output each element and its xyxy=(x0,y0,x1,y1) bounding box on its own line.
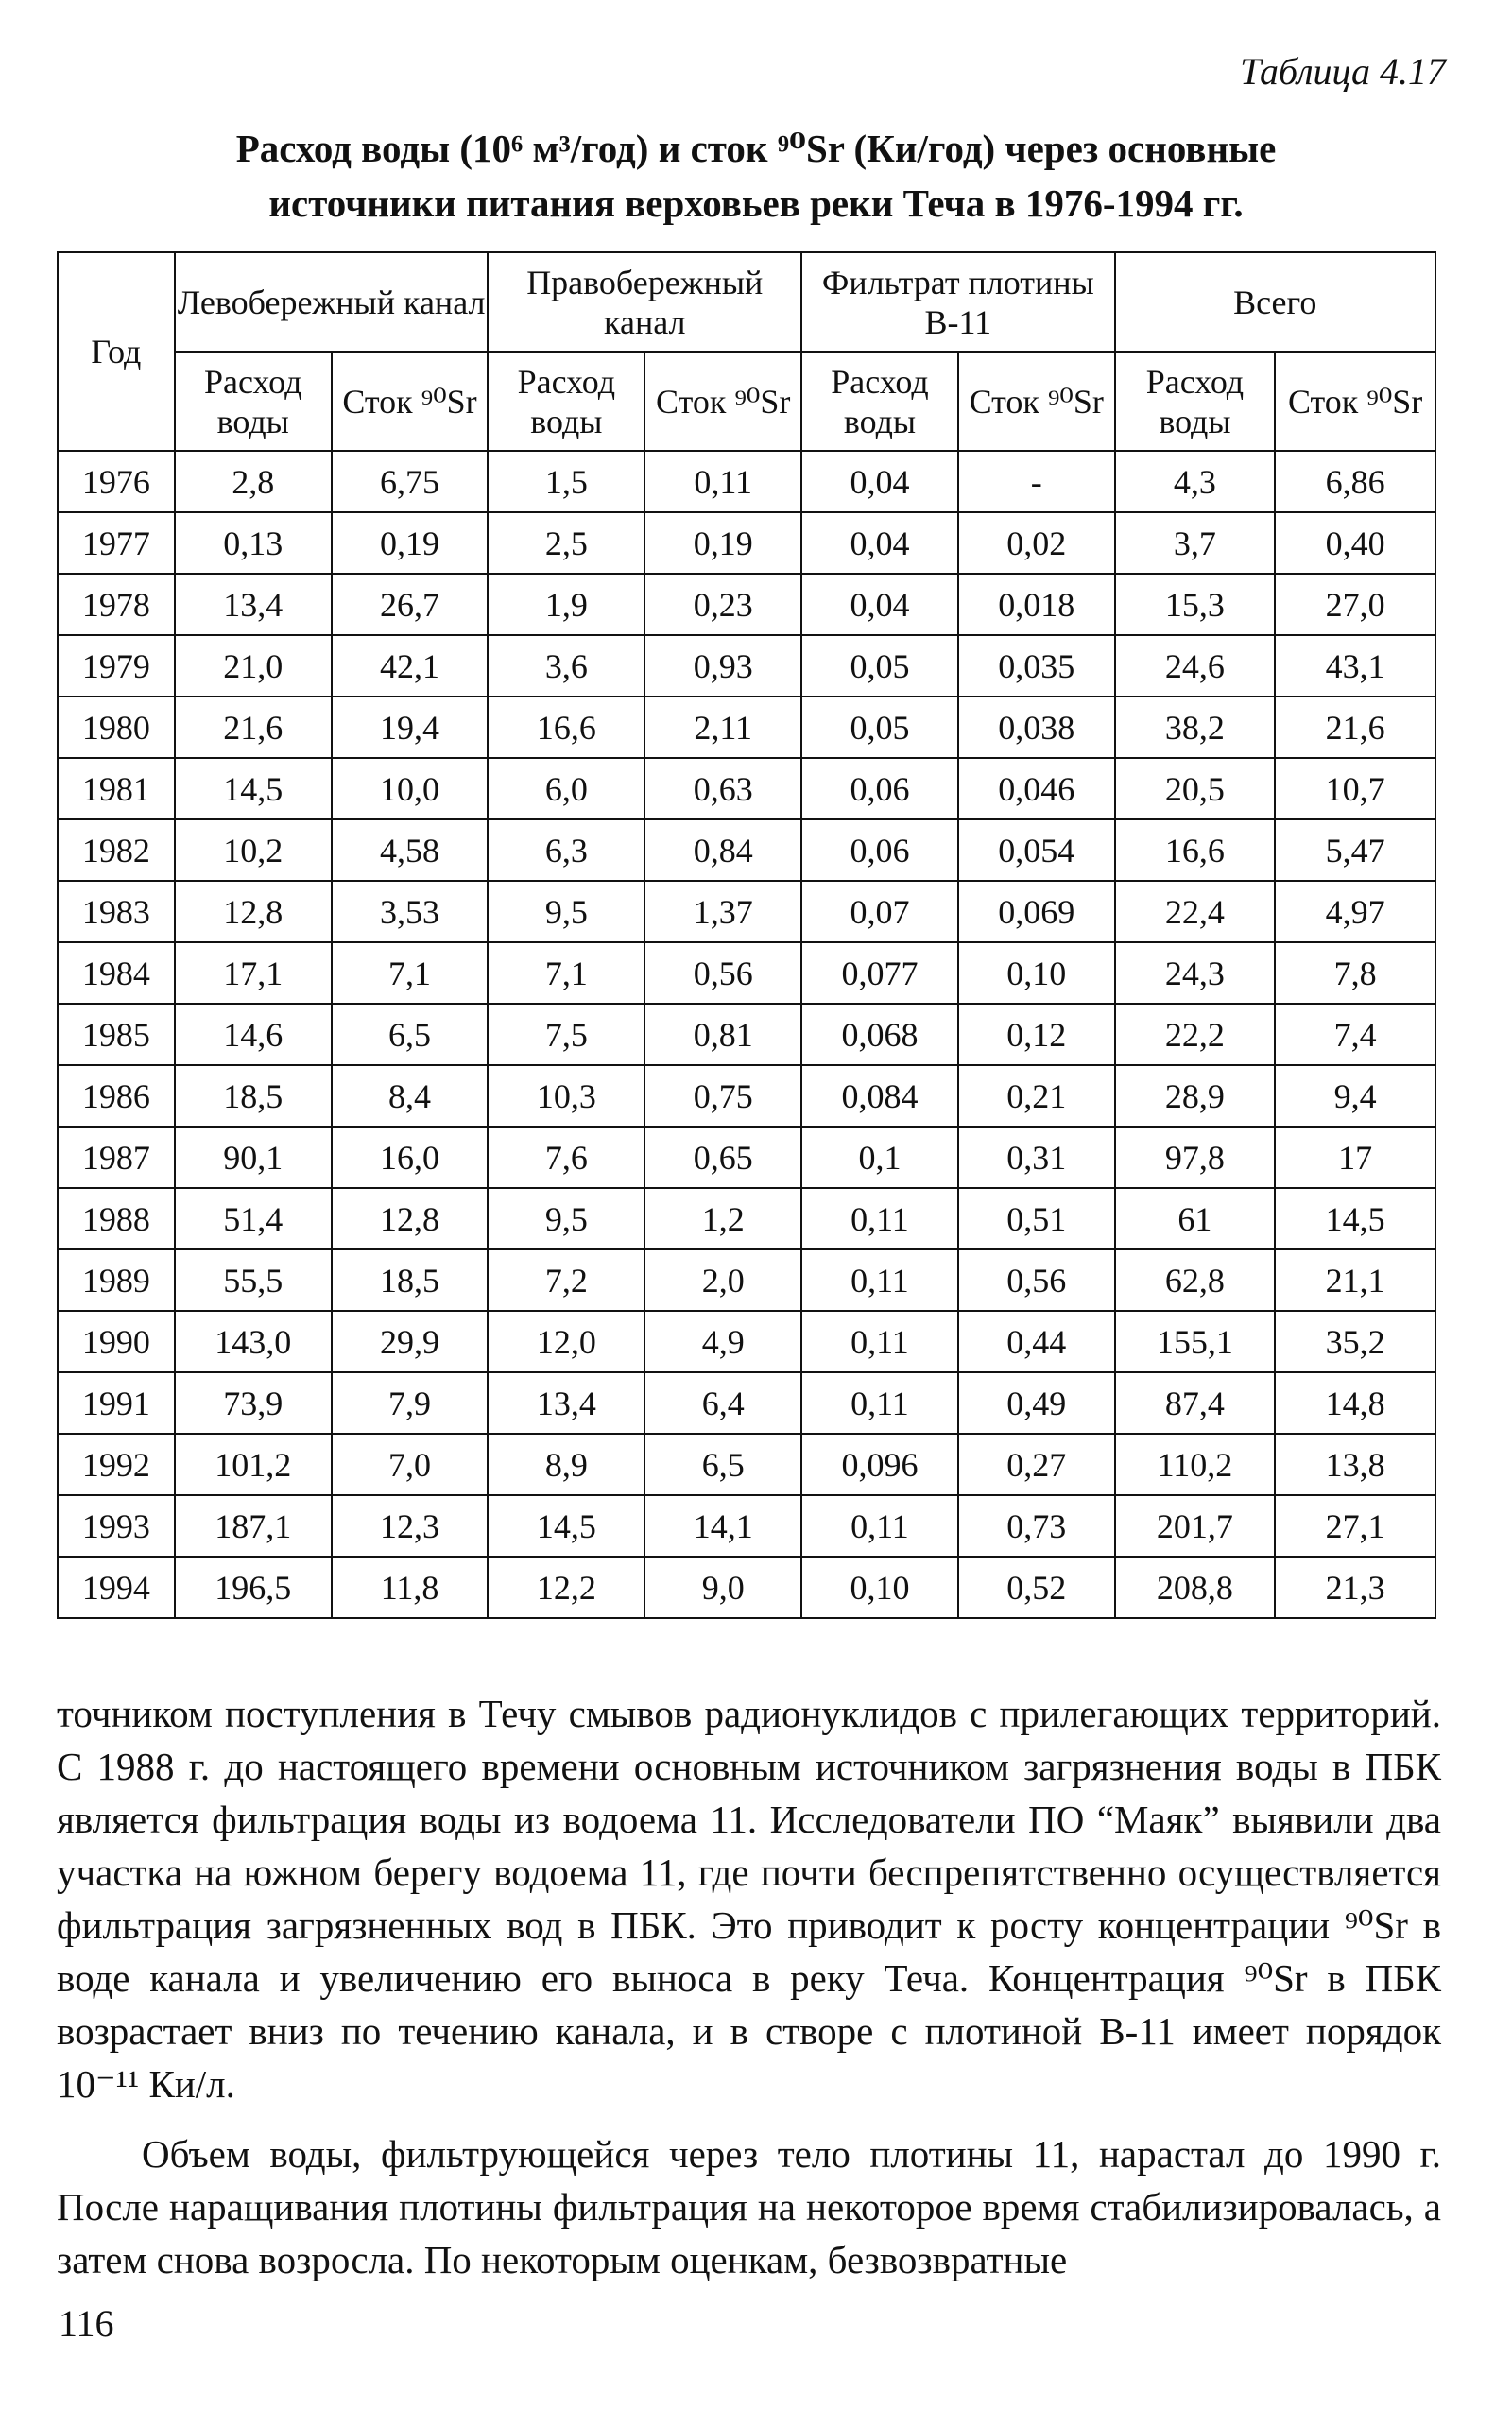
value-cell: 14,5 xyxy=(175,758,332,819)
value-cell: 27,1 xyxy=(1275,1495,1435,1557)
table-row xyxy=(58,635,1435,697)
value-cell: 8,9 xyxy=(488,1434,644,1495)
value-cell: 6,4 xyxy=(644,1372,801,1434)
value-cell: 0,084 xyxy=(801,1065,958,1127)
header-total: Всего xyxy=(1115,252,1435,352)
value-cell: 11,8 xyxy=(332,1557,489,1618)
page-number: 116 xyxy=(59,2302,114,2345)
year-cell: 1982 xyxy=(58,819,175,881)
title-line-1: Расход воды (10⁶ м³/год) и сток ⁹⁰Sr (Ки/год) через основные xyxy=(235,127,1277,170)
value-cell: 21,1 xyxy=(1275,1249,1435,1311)
value-cell: 14,6 xyxy=(175,1004,332,1065)
subheader-flow: Расход воды xyxy=(175,352,332,451)
value-cell: 6,0 xyxy=(488,758,644,819)
value-cell: 24,6 xyxy=(1115,635,1276,697)
value-cell: 9,4 xyxy=(1275,1065,1435,1127)
year-cell: 1989 xyxy=(58,1249,175,1311)
value-cell: 0,04 xyxy=(801,574,958,635)
subheader-flow: Расход воды xyxy=(801,352,958,451)
value-cell: 0,11 xyxy=(801,1188,958,1249)
value-cell: 61 xyxy=(1115,1188,1276,1249)
value-cell: 0,31 xyxy=(958,1127,1115,1188)
value-cell: 1,37 xyxy=(644,881,801,942)
value-cell: 7,0 xyxy=(332,1434,489,1495)
value-cell: 7,5 xyxy=(488,1004,644,1065)
subheader-runoff: Сток ⁹⁰Sr xyxy=(644,352,801,451)
value-cell: 4,97 xyxy=(1275,881,1435,942)
table-row xyxy=(58,1065,1435,1127)
value-cell: 10,2 xyxy=(175,819,332,881)
value-cell: 14,8 xyxy=(1275,1372,1435,1434)
value-cell: 7,1 xyxy=(488,942,644,1004)
value-cell: 10,0 xyxy=(332,758,489,819)
subheader-runoff: Сток ⁹⁰Sr xyxy=(332,352,489,451)
value-cell: 29,9 xyxy=(332,1311,489,1372)
table-row xyxy=(58,758,1435,819)
value-cell: 196,5 xyxy=(175,1557,332,1618)
body-text xyxy=(57,1687,1441,2286)
value-cell: 0,018 xyxy=(958,574,1115,635)
value-cell: 16,0 xyxy=(332,1127,489,1188)
value-cell: 17,1 xyxy=(175,942,332,1004)
value-cell: 0,81 xyxy=(644,1004,801,1065)
value-cell: 21,3 xyxy=(1275,1557,1435,1618)
table-row xyxy=(58,697,1435,758)
value-cell: 22,2 xyxy=(1115,1004,1276,1065)
paragraph: точником поступления в Течу смывов радионуклидов с прилегающих территорий. С 1988 г. до настоящего времени основным источником загрязнения воды в ПБК является фильтрация воды из водоема 11. Исследователи ПО “Маяк” выявили два участка на южном берегу водоема 11, где почти беспрепятственно осуществляется фильтрация загрязненных вод в ПБК. Это приводит к росту концентрации ⁹⁰Sr в воде канала и увеличению его выноса в реку Теча. Концентрация ⁹⁰Sr в ПБК возрастает вниз по течению канала, и в створе с плотиной В-11 имеет порядок 10⁻¹¹ Ки/л. xyxy=(57,1692,1441,2106)
value-cell: 17 xyxy=(1275,1127,1435,1188)
value-cell: 0,75 xyxy=(644,1065,801,1127)
year-cell: 1986 xyxy=(58,1065,175,1127)
value-cell: 0,11 xyxy=(801,1495,958,1557)
value-cell: 18,5 xyxy=(332,1249,489,1311)
subheader-runoff: Сток ⁹⁰Sr xyxy=(1275,352,1435,451)
value-cell: 51,4 xyxy=(175,1188,332,1249)
value-cell: 0,21 xyxy=(958,1065,1115,1127)
year-cell: 1993 xyxy=(58,1495,175,1557)
year-cell: 1983 xyxy=(58,881,175,942)
value-cell: 0,11 xyxy=(644,451,801,512)
year-cell: 1984 xyxy=(58,942,175,1004)
year-cell: 1980 xyxy=(58,697,175,758)
table-body xyxy=(58,451,1435,1618)
header-right-channel: Правобережный канал xyxy=(488,252,801,352)
value-cell: 0,096 xyxy=(801,1434,958,1495)
value-cell: 16,6 xyxy=(488,697,644,758)
value-cell: 73,9 xyxy=(175,1372,332,1434)
value-cell: 26,7 xyxy=(332,574,489,635)
value-cell: 0,05 xyxy=(801,697,958,758)
value-cell: 0,06 xyxy=(801,758,958,819)
value-cell: 0,038 xyxy=(958,697,1115,758)
year-cell: 1990 xyxy=(58,1311,175,1372)
value-cell: 97,8 xyxy=(1115,1127,1276,1188)
value-cell: 90,1 xyxy=(175,1127,332,1188)
value-cell: 0,077 xyxy=(801,942,958,1004)
value-cell: 21,0 xyxy=(175,635,332,697)
value-cell: 0,19 xyxy=(332,512,489,574)
year-cell: 1988 xyxy=(58,1188,175,1249)
value-cell: 12,8 xyxy=(332,1188,489,1249)
table-row xyxy=(58,819,1435,881)
year-cell: 1994 xyxy=(58,1557,175,1618)
value-cell: 0,069 xyxy=(958,881,1115,942)
table-row xyxy=(58,1495,1435,1557)
value-cell: 4,3 xyxy=(1115,451,1276,512)
value-cell: 18,5 xyxy=(175,1065,332,1127)
value-cell: 0,19 xyxy=(644,512,801,574)
value-cell: 6,86 xyxy=(1275,451,1435,512)
value-cell: 12,8 xyxy=(175,881,332,942)
value-cell: 0,84 xyxy=(644,819,801,881)
value-cell: 7,4 xyxy=(1275,1004,1435,1065)
table-row xyxy=(58,1249,1435,1311)
value-cell: 38,2 xyxy=(1115,697,1276,758)
year-cell: 1976 xyxy=(58,451,175,512)
value-cell: 0,035 xyxy=(958,635,1115,697)
value-cell: 3,7 xyxy=(1115,512,1276,574)
value-cell: 42,1 xyxy=(332,635,489,697)
value-cell: 12,2 xyxy=(488,1557,644,1618)
value-cell: 0,046 xyxy=(958,758,1115,819)
table-row xyxy=(58,1372,1435,1434)
value-cell: 7,6 xyxy=(488,1127,644,1188)
value-cell: 16,6 xyxy=(1115,819,1276,881)
table-title xyxy=(57,121,1455,231)
year-cell: 1977 xyxy=(58,512,175,574)
header-year: Год xyxy=(58,252,175,451)
value-cell: 1,5 xyxy=(488,451,644,512)
value-cell: 0,02 xyxy=(958,512,1115,574)
paragraph: Объем воды, фильтрующейся через тело плотины 11, нарастал до 1990 г. После наращивания плотины фильтрация на некоторое время стабилизировалась, а затем снова возросла. По некоторым оценкам, безвозвратные xyxy=(57,2132,1441,2281)
value-cell: 7,2 xyxy=(488,1249,644,1311)
table-row xyxy=(58,1311,1435,1372)
value-cell: 10,3 xyxy=(488,1065,644,1127)
header-dam-filtrate: Фильтрат плотины В-11 xyxy=(801,252,1114,352)
value-cell: 9,5 xyxy=(488,1188,644,1249)
value-cell: 0,10 xyxy=(801,1557,958,1618)
year-cell: 1978 xyxy=(58,574,175,635)
value-cell: 6,75 xyxy=(332,451,489,512)
value-cell: 155,1 xyxy=(1115,1311,1276,1372)
value-cell: 35,2 xyxy=(1275,1311,1435,1372)
value-cell: 0,51 xyxy=(958,1188,1115,1249)
value-cell: 0,11 xyxy=(801,1249,958,1311)
value-cell: 1,9 xyxy=(488,574,644,635)
value-cell: 27,0 xyxy=(1275,574,1435,635)
table-row xyxy=(58,1434,1435,1495)
value-cell: 0,04 xyxy=(801,451,958,512)
value-cell: 7,9 xyxy=(332,1372,489,1434)
value-cell: 0,23 xyxy=(644,574,801,635)
value-cell: 0,49 xyxy=(958,1372,1115,1434)
value-cell: 0,11 xyxy=(801,1372,958,1434)
value-cell: 2,11 xyxy=(644,697,801,758)
value-cell: 4,9 xyxy=(644,1311,801,1372)
value-cell: 2,0 xyxy=(644,1249,801,1311)
value-cell: 21,6 xyxy=(1275,697,1435,758)
value-cell: 0,05 xyxy=(801,635,958,697)
value-cell: 13,8 xyxy=(1275,1434,1435,1495)
year-cell: 1979 xyxy=(58,635,175,697)
value-cell: 0,11 xyxy=(801,1311,958,1372)
value-cell: 10,7 xyxy=(1275,758,1435,819)
value-cell: 2,8 xyxy=(175,451,332,512)
value-cell: 0,56 xyxy=(958,1249,1115,1311)
value-cell: 1,2 xyxy=(644,1188,801,1249)
value-cell: 0,04 xyxy=(801,512,958,574)
value-cell: 5,47 xyxy=(1275,819,1435,881)
table-row xyxy=(58,1188,1435,1249)
year-cell: 1985 xyxy=(58,1004,175,1065)
value-cell: 0,054 xyxy=(958,819,1115,881)
value-cell: 43,1 xyxy=(1275,635,1435,697)
header-left-channel: Левобережный канал xyxy=(175,252,489,352)
subheader-flow: Расход воды xyxy=(488,352,644,451)
value-cell: 0,73 xyxy=(958,1495,1115,1557)
table-label: Таблица 4.17 xyxy=(1240,50,1446,93)
value-cell: 0,52 xyxy=(958,1557,1115,1618)
value-cell: 15,3 xyxy=(1115,574,1276,635)
value-cell: 101,2 xyxy=(175,1434,332,1495)
value-cell: 13,4 xyxy=(488,1372,644,1434)
value-cell: 7,1 xyxy=(332,942,489,1004)
table-row xyxy=(58,1004,1435,1065)
value-cell: 12,0 xyxy=(488,1311,644,1372)
value-cell: - xyxy=(958,451,1115,512)
table-row xyxy=(58,881,1435,942)
table-row xyxy=(58,512,1435,574)
table-row xyxy=(58,1557,1435,1618)
data-table xyxy=(57,251,1436,1619)
value-cell: 14,5 xyxy=(488,1495,644,1557)
value-cell: 13,4 xyxy=(175,574,332,635)
value-cell: 14,1 xyxy=(644,1495,801,1557)
value-cell: 87,4 xyxy=(1115,1372,1276,1434)
value-cell: 4,58 xyxy=(332,819,489,881)
value-cell: 143,0 xyxy=(175,1311,332,1372)
title-line-2: источники питания верховьев реки Теча в 1976-1994 гг. xyxy=(268,181,1244,225)
value-cell: 19,4 xyxy=(332,697,489,758)
value-cell: 9,5 xyxy=(488,881,644,942)
table-row xyxy=(58,1127,1435,1188)
value-cell: 62,8 xyxy=(1115,1249,1276,1311)
value-cell: 28,9 xyxy=(1115,1065,1276,1127)
value-cell: 0,10 xyxy=(958,942,1115,1004)
year-cell: 1987 xyxy=(58,1127,175,1188)
value-cell: 8,4 xyxy=(332,1065,489,1127)
value-cell: 0,63 xyxy=(644,758,801,819)
value-cell: 0,12 xyxy=(958,1004,1115,1065)
value-cell: 0,068 xyxy=(801,1004,958,1065)
value-cell: 9,0 xyxy=(644,1557,801,1618)
value-cell: 2,5 xyxy=(488,512,644,574)
value-cell: 6,5 xyxy=(644,1434,801,1495)
value-cell: 12,3 xyxy=(332,1495,489,1557)
value-cell: 0,44 xyxy=(958,1311,1115,1372)
value-cell: 6,5 xyxy=(332,1004,489,1065)
value-cell: 14,5 xyxy=(1275,1188,1435,1249)
value-cell: 0,56 xyxy=(644,942,801,1004)
value-cell: 3,6 xyxy=(488,635,644,697)
value-cell: 110,2 xyxy=(1115,1434,1276,1495)
value-cell: 208,8 xyxy=(1115,1557,1276,1618)
value-cell: 0,65 xyxy=(644,1127,801,1188)
table-row xyxy=(58,451,1435,512)
value-cell: 201,7 xyxy=(1115,1495,1276,1557)
value-cell: 0,27 xyxy=(958,1434,1115,1495)
table-row xyxy=(58,942,1435,1004)
value-cell: 3,53 xyxy=(332,881,489,942)
subheader-runoff: Сток ⁹⁰Sr xyxy=(958,352,1115,451)
value-cell: 7,8 xyxy=(1275,942,1435,1004)
value-cell: 187,1 xyxy=(175,1495,332,1557)
value-cell: 0,1 xyxy=(801,1127,958,1188)
value-cell: 6,3 xyxy=(488,819,644,881)
value-cell: 0,13 xyxy=(175,512,332,574)
year-cell: 1981 xyxy=(58,758,175,819)
value-cell: 21,6 xyxy=(175,697,332,758)
value-cell: 0,40 xyxy=(1275,512,1435,574)
value-cell: 55,5 xyxy=(175,1249,332,1311)
value-cell: 22,4 xyxy=(1115,881,1276,942)
value-cell: 24,3 xyxy=(1115,942,1276,1004)
value-cell: 20,5 xyxy=(1115,758,1276,819)
value-cell: 0,07 xyxy=(801,881,958,942)
table-row xyxy=(58,574,1435,635)
year-cell: 1992 xyxy=(58,1434,175,1495)
year-cell: 1991 xyxy=(58,1372,175,1434)
subheader-flow: Расход воды xyxy=(1115,352,1276,451)
value-cell: 0,93 xyxy=(644,635,801,697)
value-cell: 0,06 xyxy=(801,819,958,881)
